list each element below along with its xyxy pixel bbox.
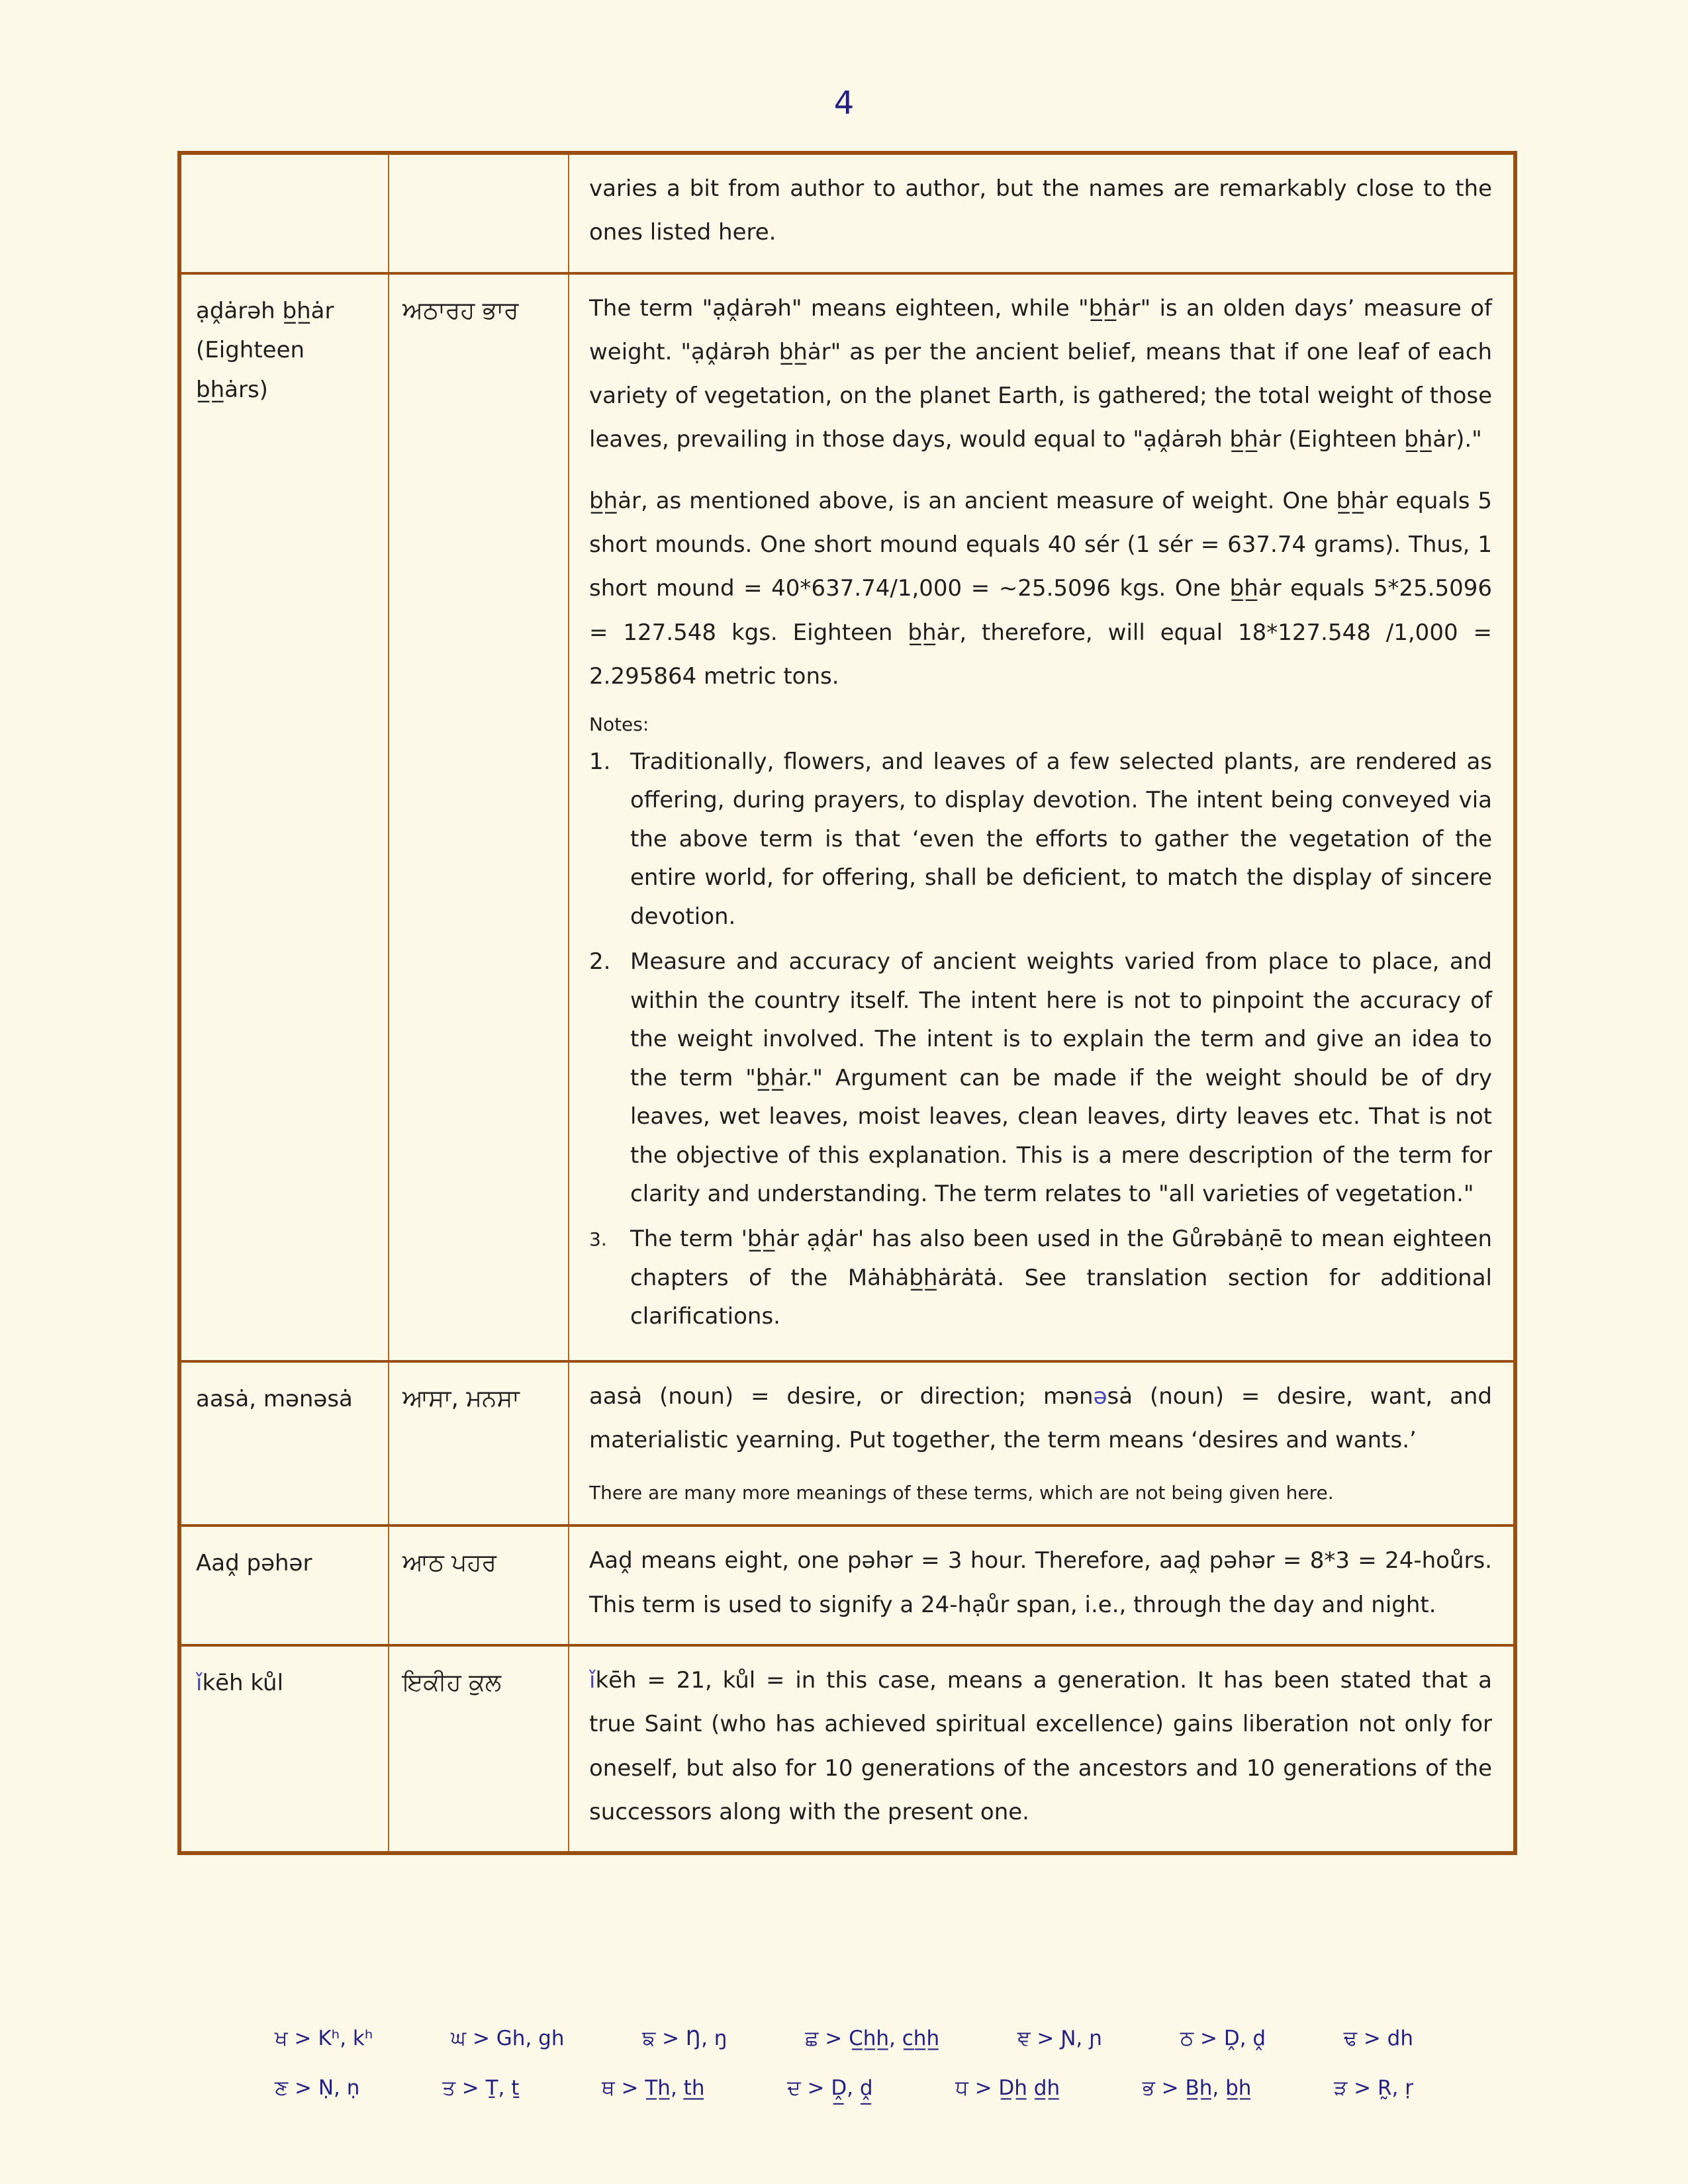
definition-cell [569, 153, 1515, 273]
definition-cell [569, 1525, 1515, 1645]
phonetic-mapping: ਞ > Ɲ, ɲ [1017, 2026, 1103, 2050]
page-number: 4 [833, 85, 855, 122]
definition-paragraph [589, 1375, 1492, 1463]
gurmukhi-cell: ਆਸਾ, ਮਨਸਾ [389, 1361, 569, 1526]
table-row-adarah-bhar [179, 273, 1515, 1361]
phonetic-mapping: ਭ > B̲h̲, b̲h̲ [1142, 2076, 1252, 2100]
term-cell [179, 1645, 389, 1853]
note-item [589, 743, 1492, 936]
table-row-aasa-manasa [179, 1361, 1515, 1526]
gurmukhi-cell: ਅਠਾਰਹ ਭਾਰ [389, 273, 569, 1361]
term-cell: aasȧ, mənəsȧ [179, 1361, 389, 1526]
gurmukhi-cell-empty [389, 153, 569, 273]
phonetic-key-footer [0, 2026, 1688, 2126]
note-text: Traditionally, flowers, and leaves of a few selected plants, are rendered as offering, during prayers, to display devotion. The intent being conveyed via the above term is that ‘even the efforts to gather the vegetation of the entire world, for offering, shall be deficient, to match the display of sincere devotion. [630, 748, 1492, 930]
table-row-continuation [179, 153, 1515, 273]
accented-character: ǐ [589, 1667, 596, 1694]
table-row-ikeh-kul [179, 1645, 1515, 1853]
notes-label: Notes: [589, 713, 649, 736]
phonetic-mapping: ਤ > Ṯ, ṯ [442, 2076, 520, 2100]
accented-character: ǐ [196, 1670, 203, 1697]
phonetic-mapping: ਥ > T̲h̲, t̲h̲ [602, 2076, 705, 2100]
glossary-table [177, 151, 1517, 1855]
table-row-aad-pahar [179, 1525, 1515, 1645]
definition-paragraph: Aaḓ means eight, one pəhər = 3 hour. Therefore, aaḓ pəhər = 8*3 = 24-hoůrs. This term is used to signify a 24-hạůr span, i.e., through the day and night. [589, 1547, 1492, 1618]
definition-segment: sȧ (noun) = desire, want, and materialistic yearning. Put together, the term means ‘desires and wants.’ [589, 1383, 1492, 1454]
phonetic-mapping: ਣ > Ṇ, ṇ [275, 2076, 360, 2100]
phonetic-key-row-1 [275, 2026, 1413, 2051]
note-number: 3. [589, 1228, 607, 1251]
definition-cell [569, 1361, 1515, 1526]
note-number: 1. [589, 748, 611, 775]
note-text: Measure and accuracy of ancient weights varied from place to place, and within the country itself. The intent here is not to pinpoint the accuracy of the weight involved. The intent is to explain the term and give an idea to the term "b̲h̲ȧr." Argument can be made if the weight should be of dry leaves, wet leaves, moist leaves, clean leaves, dirty leaves etc. That is not the objective of this explanation. This is a mere description of the term for clarity and understanding. The term relates to "all varieties of vegetation." [630, 948, 1492, 1208]
note-item [589, 942, 1492, 1213]
phonetic-mapping: ਠ > Ḓ, ḓ [1180, 2026, 1266, 2050]
term-cell: Aaḓ pəhər [179, 1525, 389, 1645]
definition-segment: kēh = 21, kůl = in this case, means a generation. It has been stated that a true Saint (who has achieved spiritual excellence) gains liberation not only for oneself, but also for 10 generations of the ancestors and 10 generations of the successors along with the present one. [589, 1667, 1492, 1825]
note-number: 2. [589, 948, 611, 976]
definition-paragraph: varies a bit from author to author, but the names are remarkably close to the ones listed here. [589, 175, 1492, 246]
definition-paragraph [589, 1659, 1492, 1834]
definition-cell [569, 273, 1515, 1361]
definition-small-note: There are many more meanings of these terms, which are not being given here. [589, 1482, 1334, 1504]
phonetic-mapping: ਖ > Kʰ, kʰ [275, 2026, 373, 2050]
accented-character: ə [1093, 1383, 1107, 1410]
note-text: The term 'b̲h̲ȧr ạḓȧr' has also been used in the Gůrəbȧṇē to mean eighteen chapters of the Mȧhȧb̲h̲ȧrȧtȧ. See translation section for additional clarifications. [630, 1226, 1492, 1330]
definition-segment: aasȧ (noun) = desire, or direction; mən [589, 1383, 1094, 1410]
gurmukhi-cell: ਆਠ ਪਹਰ [389, 1525, 569, 1645]
term-text: kēh kůl [202, 1670, 284, 1697]
note-item [589, 1220, 1492, 1336]
gurmukhi-cell: ਇਕੀਹ ਕੁਲ [389, 1645, 569, 1853]
phonetic-mapping: ਘ > Gh, gh [451, 2026, 565, 2050]
phonetic-mapping: ਧ > D̲h̲ d̲h̲ [955, 2076, 1060, 2100]
term-cell-empty [179, 153, 389, 273]
definition-paragraph: b̲h̲ȧr, as mentioned above, is an ancient measure of weight. One b̲h̲ȧr equals 5 short mounds. One short mound equals 40 sér (1 sér = 637.74 grams). Thus, 1 short mound = 40*637.74/1,000 = ~25.5096 kgs. One b̲h̲ȧr equals 5*25.5096 = 127.548 kgs. Eighteen b̲h̲ȧr, therefore, will equal 18*127.548 /1,000 = 2.295864 metric tons. [589, 487, 1492, 690]
phonetic-key-row-2 [275, 2076, 1413, 2101]
definition-paragraph: The term "ạḓȧrəh" means eighteen, while "b̲h̲ȧr" is an olden days’ measure of weight. "ạḓȧrəh b̲h̲ȧr" as per the ancient belief, means that if one leaf of each variety of vegetation, on the planet Earth, is gathered; the total weight of those leaves, prevailing in those days, would equal to "ạḓȧrəh b̲h̲ȧr (Eighteen b̲h̲ȧr)." [589, 295, 1492, 453]
phonetic-mapping: ਛ > C̲h̲h̲, c̲h̲h̲ [805, 2026, 940, 2050]
phonetic-mapping: ਢ > dh [1343, 2026, 1413, 2050]
phonetic-mapping: ਦ > Ḓ̲, ḓ̲ [787, 2076, 873, 2100]
term-cell: ạḓȧrəh b̲h̲ȧr (Eighteen b̲h̲ȧrs) [179, 273, 389, 1361]
definition-cell [569, 1645, 1515, 1853]
phonetic-mapping: ਙ > Ŋ, ŋ [642, 2026, 727, 2050]
phonetic-mapping: ੜ > R̰, ṛ [1334, 2076, 1413, 2100]
